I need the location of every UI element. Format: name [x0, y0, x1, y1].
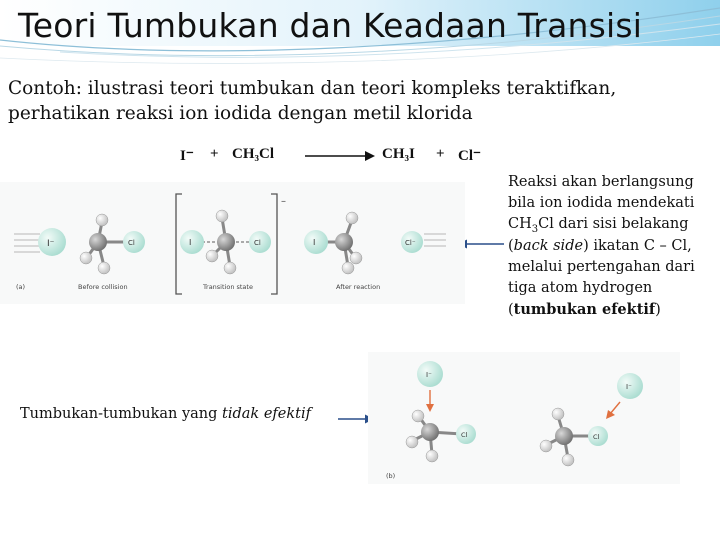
atom-label: Cl	[593, 433, 600, 441]
reaction-equation	[160, 140, 490, 172]
equation-reactant-methyl-chloride: CH₃Cl	[232, 146, 274, 162]
caption-after-reaction: After reaction	[336, 283, 381, 291]
equation-plus: +	[436, 146, 445, 162]
atom-label: I	[313, 238, 316, 247]
equation-reactant-iodide: I⁻	[180, 148, 194, 164]
note-bold: tumbukan efektif	[513, 301, 656, 318]
note-text: )	[655, 302, 661, 318]
atom-label: Cl	[461, 431, 468, 439]
panel-label: (a)	[16, 283, 26, 291]
iodine-atom	[304, 230, 328, 254]
caption-italic: tidak efektif	[222, 406, 311, 422]
note-text: ) ikatan C – Cl, melalui pertengahan dari tiga atom hydrogen (	[508, 238, 695, 318]
caption-transition-state: Transition state	[203, 283, 253, 291]
carbon-atom	[89, 233, 107, 251]
note-subscript: 3	[531, 224, 539, 235]
equation-product-chloride: Cl⁻	[458, 148, 481, 164]
atom-label: I⁻	[47, 239, 55, 249]
reaction-arrow-icon	[305, 150, 375, 162]
atom-label: I⁻	[626, 383, 632, 391]
intro-text: Contoh: ilustrasi teori tumbukan dan teori kompleks teraktifkan, perhatikan reaksi ion iodida dengan metil klorida	[8, 78, 617, 124]
slide-title: Teori Tumbukan dan Keadaan Transisi	[18, 6, 643, 45]
caption-text: Tumbukan-tumbukan yang	[20, 406, 223, 422]
equation-plus: +	[210, 146, 219, 162]
ineffective-collision-caption	[20, 406, 311, 422]
atom-label: Cl⁻	[405, 239, 416, 247]
atom-label: I⁻	[426, 371, 432, 379]
panel-label: (b)	[386, 472, 396, 480]
equation-product-methyl-iodide: CH₃I	[382, 146, 415, 162]
note-text: Cl dari sisi belakang (	[508, 216, 689, 254]
atom-label: Cl	[128, 239, 135, 247]
carbon-atom	[217, 233, 235, 251]
atom-label: I	[189, 238, 192, 247]
note-italic: back side	[513, 238, 584, 254]
effective-collision-note	[508, 172, 718, 321]
caption-before-collision: Before collision	[78, 283, 128, 291]
iodine-atom	[180, 230, 204, 254]
carbon-atom	[421, 423, 439, 441]
note-text: Reaksi akan berlangsung bila ion iodida mendekati CH	[508, 174, 695, 232]
carbon-atom	[335, 233, 353, 251]
ineffective-collision-figure	[368, 352, 680, 484]
effective-collision-figure	[0, 182, 465, 304]
atom-label: Cl	[254, 239, 261, 247]
charge-label: –	[281, 196, 286, 207]
carbon-atom	[555, 427, 573, 445]
